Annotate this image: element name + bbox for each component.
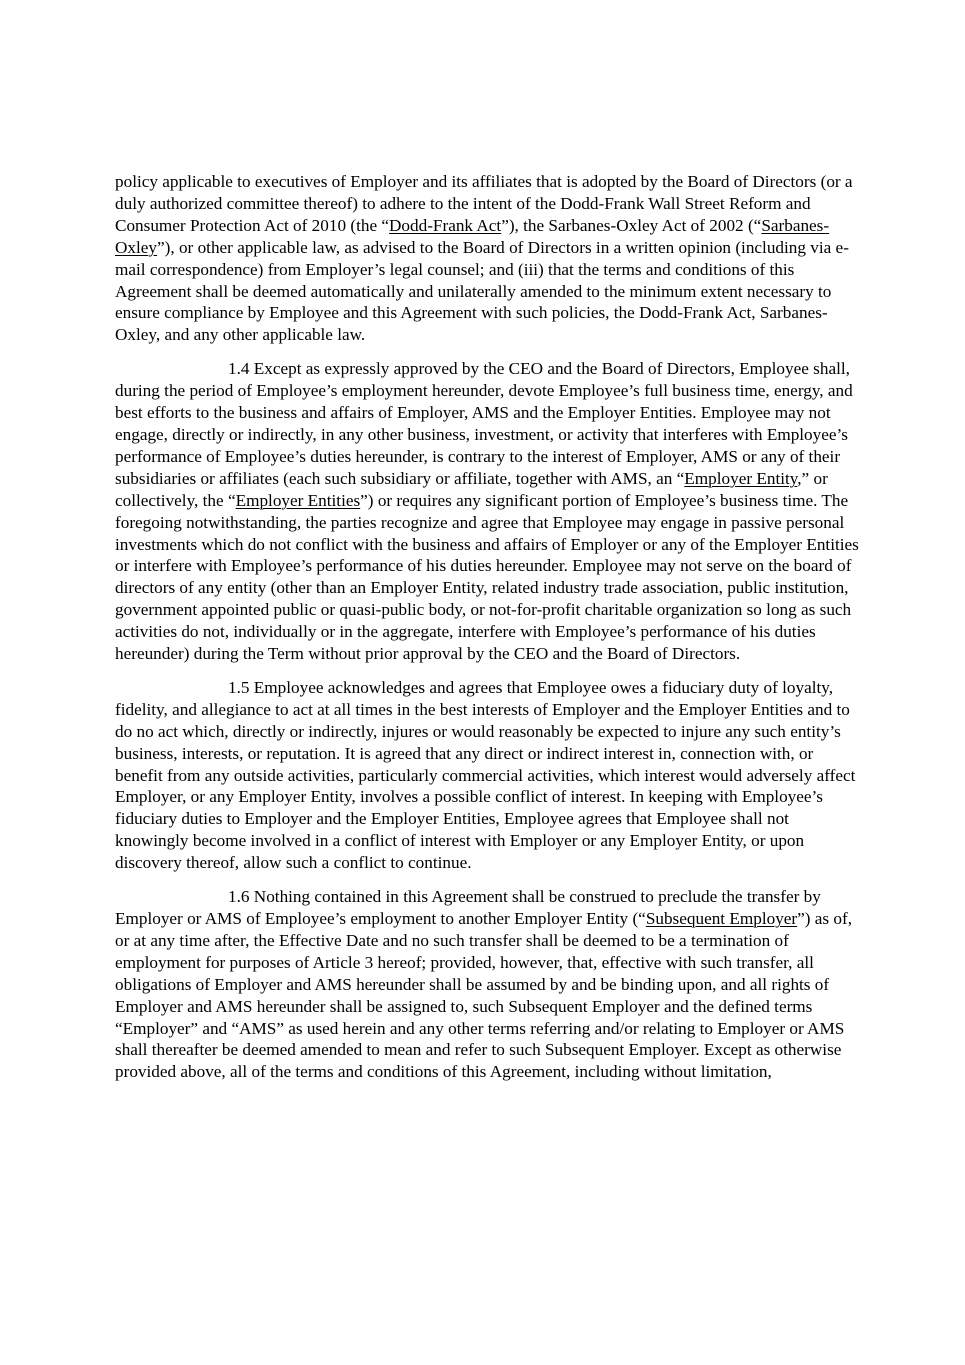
- paragraph-policy-continuation: [115, 171, 863, 346]
- paragraph-text: ”) as of, or at any time after, the Effective Date and no such transfer shall be deemed to be a termination of employment for purposes of Article 3 hereof; provided, however, that, effective with such transfer, all obligations of Employer and AMS hereunder shall be assumed by and be binding upon, and all rights of Employer and AMS hereunder shall be assigned to, such Subsequent Employer and the defined terms “Employer” and “AMS” as used herein and any other terms referring and/or relating to Employer or AMS shall thereafter be deemed amended to mean and refer to such Subsequent Employer. Except as otherwise provided above, all of the terms and conditions of this Agreement, including without limitation,: [115, 909, 853, 1082]
- paragraph-text: 1.5 Employee acknowledges and agrees that Employee owes a fiduciary duty of loyalty, fidelity, and allegiance to act at all times in the best interests of Employer and the Employer Entities and to do no act which, directly or indirectly, injures or would reasonably be expected to injure any such entity’s business, interests, or reputation. It is agreed that any direct or indirect interest in, connection with, or benefit from any outside activities, particularly commercial activities, which interest would adversely affect Employer, or any Employer Entity, involves a possible conflict of interest. In keeping with Employee’s fiduciary duties to Employer and the Employer Entities, Employee agrees that Employee shall not knowingly become involved in a conflict of interest with Employer or any Employer Entity, or upon discovery thereof, allow such a conflict to continue.: [115, 677, 856, 873]
- paragraph-text: 1.6 Nothing contained in this Agreement shall be construed to preclude the transfer by Employer or AMS of Employee’s employment to another Employer Entity (“: [115, 887, 821, 928]
- defined-term-employer-entity: Employer Entity: [684, 468, 798, 488]
- paragraph-text: 1.4 Except as expressly approved by the CEO and the Board of Directors, Employee shall, during the period of Employee’s employment hereunder, devote Employee’s full business time, energy, and best efforts to the business and affairs of Employer, AMS and the Employer Entities. Employee may not engage, directly or indirectly, in any other business, investment, or activity that interferes with Employee’s performance of Employee’s duties hereunder, is contrary to the interest of Employer, AMS or any of their subsidiaries or affiliates (each such subsidiary or affiliate, together with AMS, an “: [115, 359, 853, 488]
- paragraph-section-1-6: [115, 886, 863, 1083]
- paragraph-section-1-4: [115, 358, 863, 665]
- paragraph-text: ,” or collectively, the “: [115, 468, 828, 510]
- document-page: [115, 171, 863, 1095]
- paragraph-section-1-5: [115, 677, 863, 874]
- defined-term-sarbanes-oxley: Sarbanes-Oxley: [115, 215, 830, 257]
- paragraph-text: ”) or requires any significant portion of Employee’s business time. The foregoing notwithstanding, the parties recognize and agree that Employee may engage in passive personal investments which do not conflict with the business and affairs of Employer or any of the Employer Entities or interfere with Employee’s performance of his duties hereunder. Employee may not serve on the board of directors of any entity (other than an Employer Entity, related industry trade association, public institution, government appointed public or quasi-public body, or not-for-profit charitable organization so long as such activities do not, individually or in the aggregate, interfere with Employee’s performance of his duties hereunder) during the Term without prior approval by the CEO and the Board of Directors.: [115, 490, 859, 664]
- paragraph-text: ”), or other applicable law, as advised to the Board of Directors in a written opinion (including via e-mail correspondence) from Employer’s legal counsel; and (iii) that the terms and conditions of this Agreement shall be deemed automatically and unilaterally amended to the minimum extent necessary to ensure compliance by Employee and this Agreement with such policies, the Dodd-Frank Act, Sarbanes-Oxley, and any other applicable law.: [115, 237, 849, 345]
- defined-term-dodd-frank-act: Dodd-Frank Act: [389, 215, 502, 235]
- defined-term-subsequent-employer: Subsequent Employer: [645, 909, 798, 928]
- paragraph-text: policy applicable to executives of Employer and its affiliates that is adopted by the Board of Directors (or a duly authorized committee thereof) to adhere to the intent of the Dodd-Frank Wall Street Reform and Consumer Protection Act of 2010 (the “: [115, 172, 853, 235]
- defined-term-employer-entities: Employer Entities: [235, 490, 361, 510]
- paragraph-text: ”), the Sarbanes-Oxley Act of 2002 (“: [501, 215, 762, 235]
